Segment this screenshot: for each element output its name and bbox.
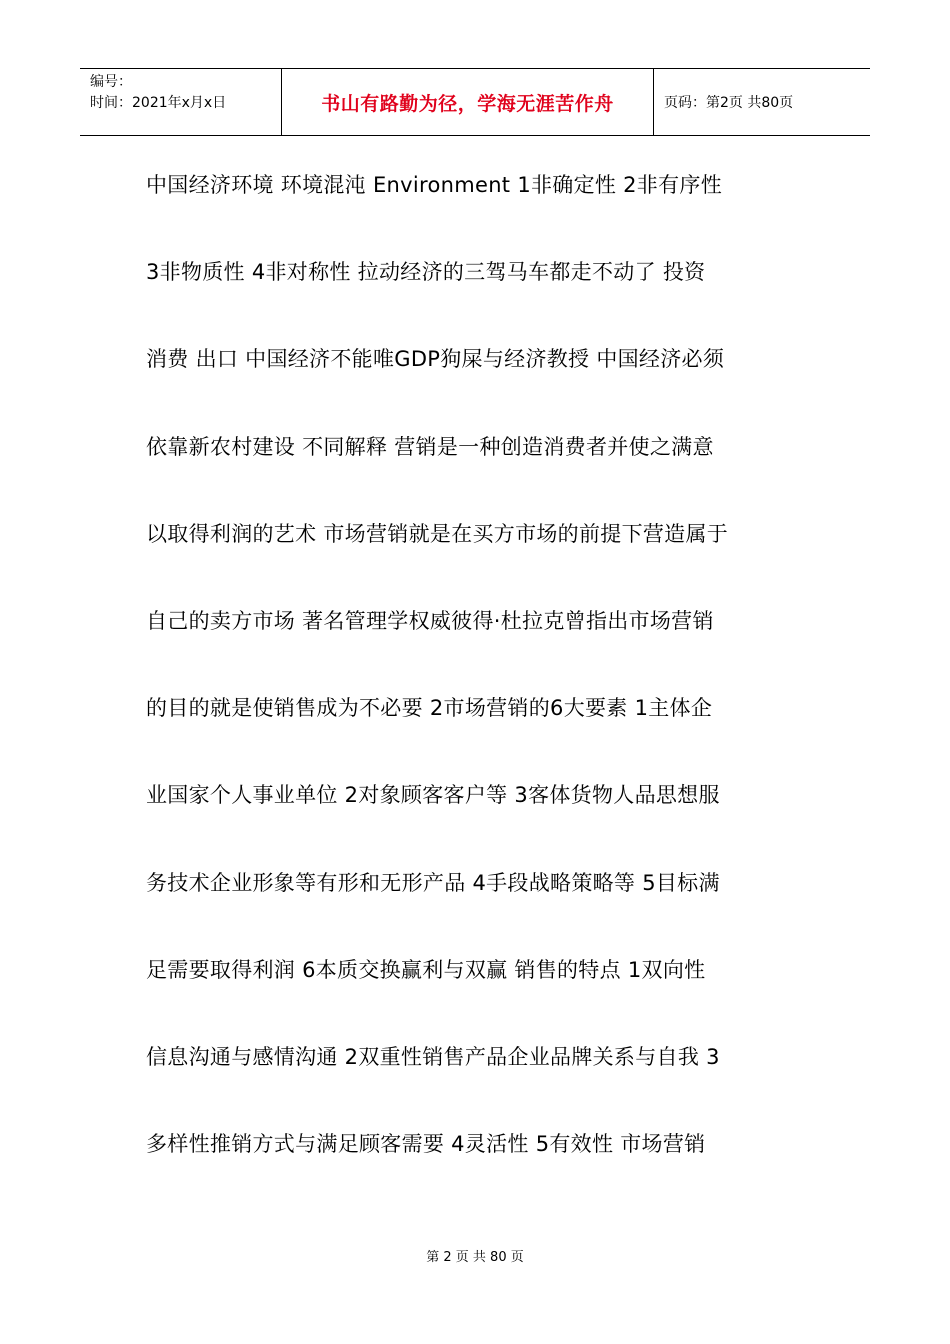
body-line: 3非物质性 4非对称性 拉动经济的三驾马车都走不动了 投资 xyxy=(146,260,706,285)
body-line: 足需要取得利润 6本质交换赢利与双赢 销售的特点 1双向性 xyxy=(146,957,706,982)
header-motto-cell xyxy=(282,69,654,135)
body-line: 消费 出口 中国经济不能唯GDP狗屎与经济教授 中国经济必须 xyxy=(146,347,725,372)
body-line: 以取得利润的艺术 市场营销就是在买方市场的前提下营造属于 xyxy=(146,521,729,546)
document-body xyxy=(146,162,811,1208)
header-meta-cell xyxy=(80,69,282,135)
body-line: 的目的就是使销售成为不必要 2市场营销的6大要素 1主体企 xyxy=(146,696,713,721)
body-line: 多样性推销方式与满足顾客需要 4灵活性 5有效性 市场营销 xyxy=(146,1132,706,1157)
body-line: 信息沟通与感情沟通 2双重性销售产品企业品牌关系与自我 3 xyxy=(146,1044,720,1069)
page-footer xyxy=(0,1246,950,1265)
body-line: 中国经济环境 环境混沌 Environment 1非确定性 2非有序性 xyxy=(146,173,723,197)
header-page-number: 页码：第2页 共80页 xyxy=(664,95,794,111)
body-line: 依靠新农村建设 不同解释 营销是一种创造消费者并使之满意 xyxy=(146,434,714,459)
footer-page-number: 第 2 页 共 80 页 xyxy=(426,1250,524,1265)
header-page-cell xyxy=(654,69,870,135)
document-number-label: 编号： xyxy=(90,74,132,90)
header-motto: 书山有路勤为径，学海无涯苦作舟 xyxy=(321,92,614,115)
document-header xyxy=(80,68,870,136)
body-line: 务技术企业形象等有形和无形产品 4手段战略策略等 5目标满 xyxy=(146,870,720,895)
body-line: 自己的卖方市场 著名管理学权威彼得·杜拉克曾指出市场营销 xyxy=(146,608,714,633)
body-line: 业国家个人事业单位 2对象顾客客户等 3客体货物人品思想服 xyxy=(146,783,720,808)
document-date-label: 时间：2021年x月x日 xyxy=(90,95,227,111)
